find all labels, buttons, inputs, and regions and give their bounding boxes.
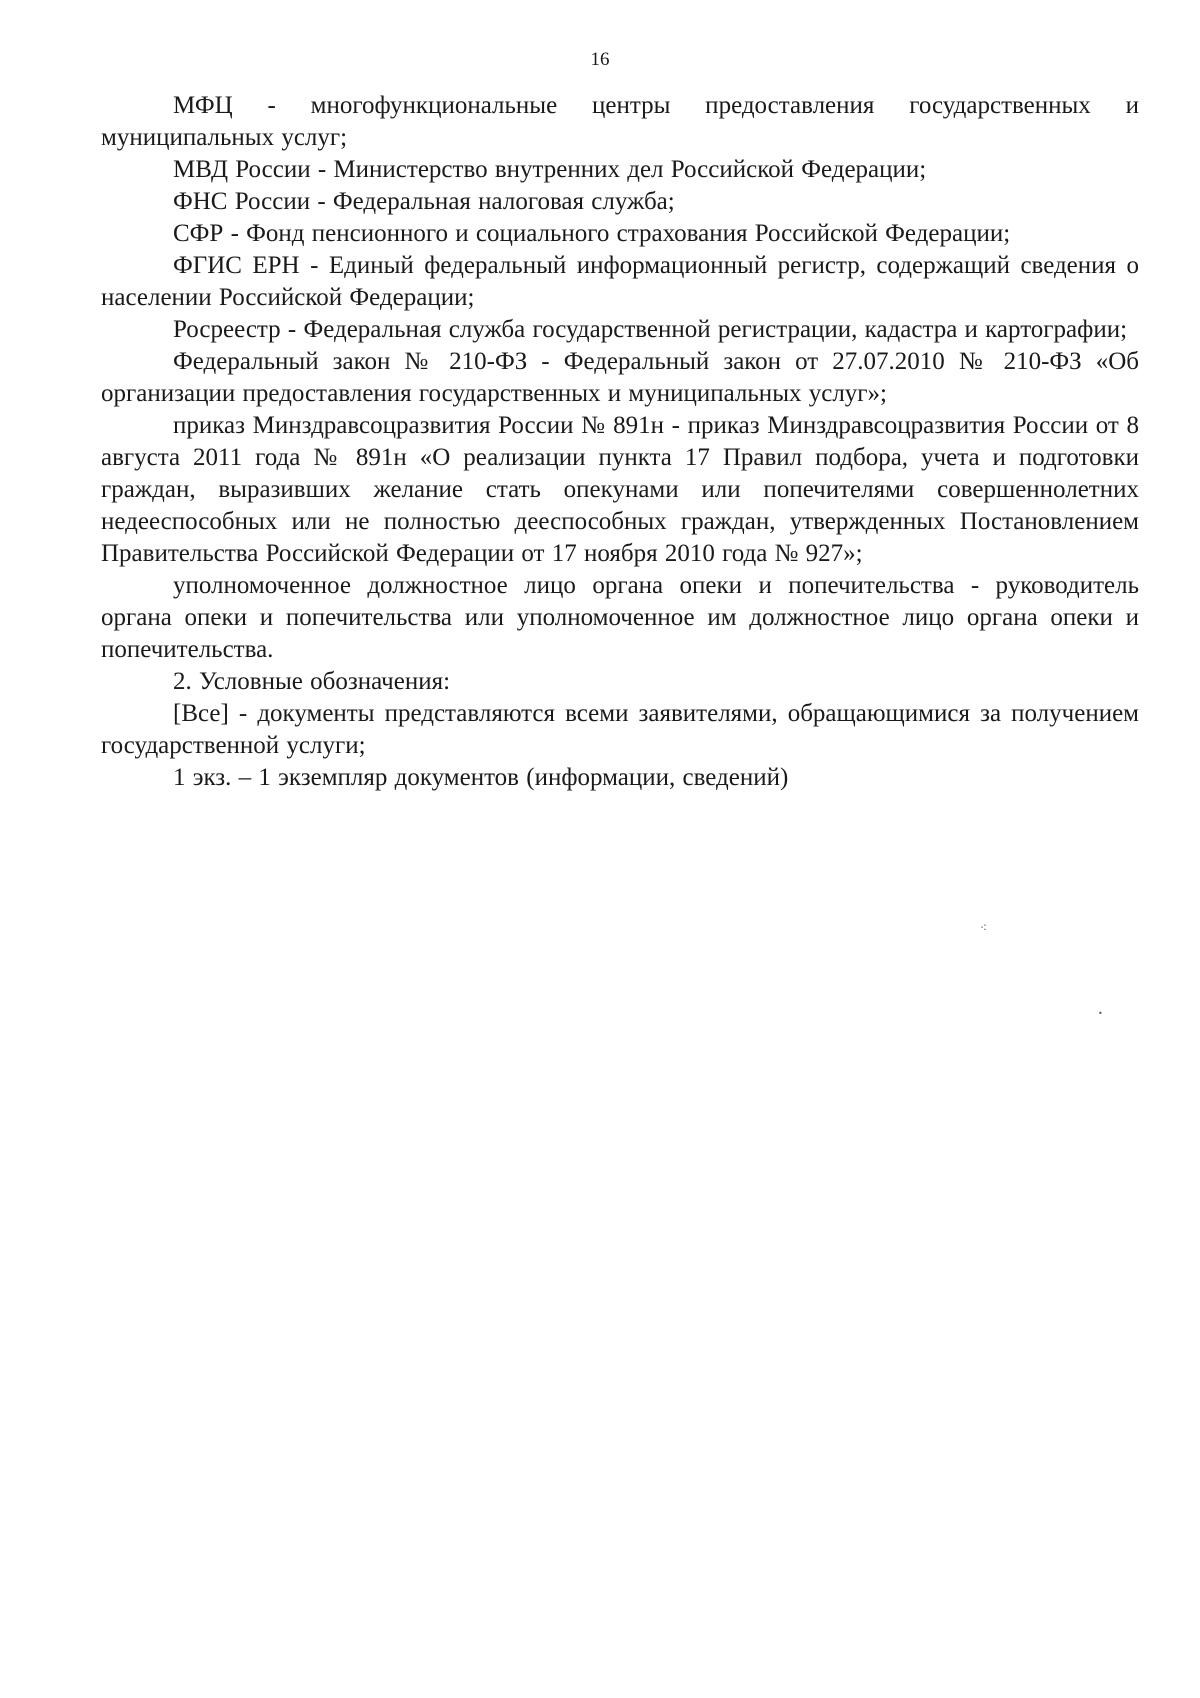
- page-number: 16: [590, 49, 610, 70]
- definition-order-891n: приказ Минздравсоцразвития России № 891н - приказ Минздравсоцразвития России от 8 августа 2011 года № 891н «О реализации пункта 17 Правил подбора, учета и подготовки граждан, выразивших желание стать опекунами или попечителями совершеннолетних недееспособных или не полностью дееспособных граждан, утвержденных Постановлением Правительства Российской Федерации от 17 ноября 2010 года № 927»;: [101, 412, 1139, 567]
- definition-sfr: СФР - Фонд пенсионного и социального страхования Российской Федерации;: [173, 220, 1011, 247]
- scan-speck-dot: •: [1098, 1009, 1103, 1018]
- scan-speck-mark: ⁖: [980, 921, 988, 935]
- definition-rosreestr: Росреестр - Федеральная служба государственной регистрации, кадастра и картографии;: [173, 316, 1128, 343]
- symbol-one-copy: 1 экз. – 1 экземпляр документов (информации, сведений): [173, 764, 789, 791]
- definition-federal-law-210: Федеральный закон № 210-ФЗ - Федеральный закон от 27.07.2010 № 210-ФЗ «Об организации предоставления государственных и муниципальных услуг»;: [101, 348, 1139, 407]
- definition-fgis-ern: ФГИС ЕРН - Единый федеральный информационный регистр, содержащий сведения о населении Российской Федерации;: [101, 252, 1139, 311]
- definition-fns: ФНС России - Федеральная налоговая служба;: [173, 188, 675, 215]
- symbol-all: [Все] - документы представляются всеми заявителями, обращающимися за получением государственной услуги;: [101, 700, 1139, 759]
- section-heading-symbols: 2. Условные обозначения:: [173, 668, 451, 695]
- document-body: [101, 90, 1139, 794]
- definition-mvd: МВД России - Министерство внутренних дел Российской Федерации;: [173, 156, 927, 183]
- definition-authorized-official: уполномоченное должностное лицо органа опеки и попечительства - руководитель органа опеки и попечительства или уполномоченное им должностное лицо органа опеки и попечительства.: [101, 572, 1139, 663]
- definition-mfc: МФЦ - многофункциональные центры предоставления государственных и муниципальных услуг;: [101, 92, 1139, 151]
